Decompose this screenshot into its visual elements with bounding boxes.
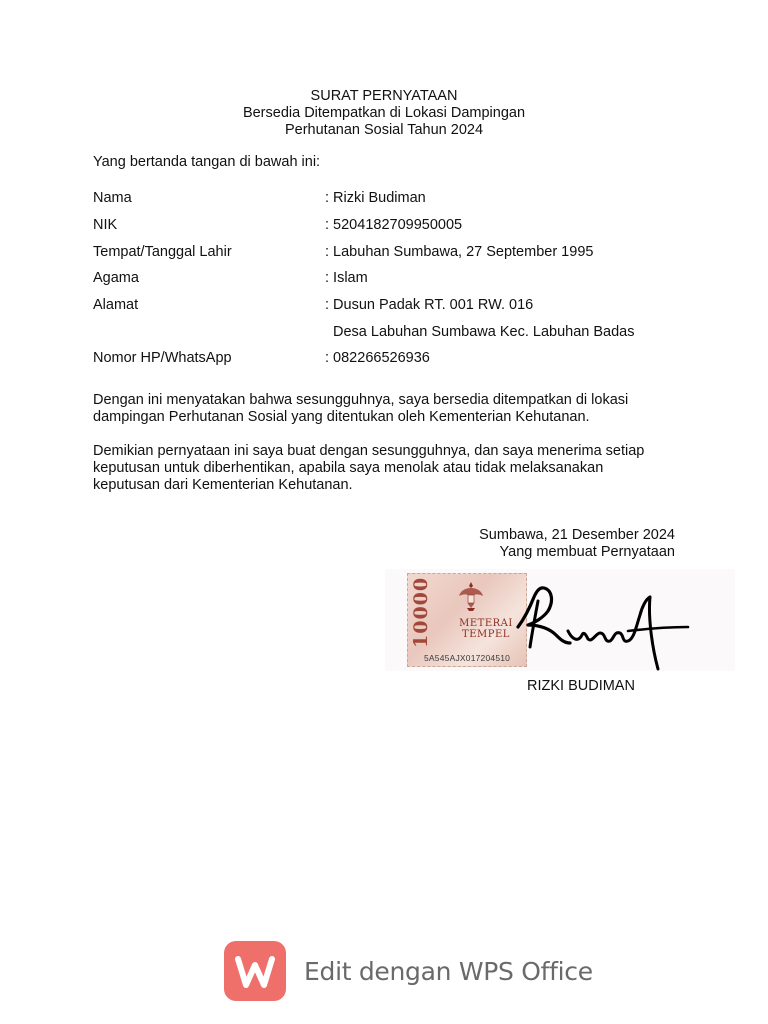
field-value: : Dusun Padak RT. 001 RW. 016 <box>325 297 534 313</box>
field-label: Nomor HP/WhatsApp <box>93 350 232 366</box>
title-line-subtitle: Bersedia Ditempatkan di Lokasi Dampingan <box>242 105 526 121</box>
intro-text: Yang bertanda tangan di bawah ini: <box>93 154 321 170</box>
place-date: Sumbawa, 21 Desember 2024 <box>479 527 675 543</box>
field-value: : 082266526936 <box>325 350 430 366</box>
wps-edit-label[interactable]: Edit dengan WPS Office <box>304 956 593 986</box>
signer-name: RIZKI BUDIMAN <box>527 678 635 694</box>
garuda-emblem-icon <box>458 580 484 612</box>
field-label: Agama <box>93 270 139 286</box>
paragraph-line: keputusan dari Kementerian Kehutanan. <box>93 477 353 493</box>
paragraph-line: keputusan untuk diberhentikan, apabila saya menolak atau tidak melaksanakan <box>93 460 604 476</box>
field-label: Nama <box>93 190 132 206</box>
field-value: : 5204182709950005 <box>325 217 463 233</box>
maker-label: Yang membuat Pernyataan <box>499 544 675 560</box>
statement-paragraph <box>93 392 693 426</box>
title-line-main: SURAT PERNYATAAN <box>310 88 458 104</box>
field-label: NIK <box>93 217 118 233</box>
stamp-serial: 5A545AJX017204510 <box>424 653 511 663</box>
stamp-label-line2: TEMPEL <box>462 629 510 640</box>
field-label: Tempat/Tanggal Lahir <box>93 244 232 260</box>
stamp-signature-area <box>385 569 735 671</box>
handwritten-signature-icon <box>510 577 695 671</box>
field-value: : Rizki Budiman <box>325 190 426 206</box>
stamp-label-line1: METERAI <box>459 618 513 629</box>
title-line-year: Perhutanan Sosial Tahun 2024 <box>284 122 484 138</box>
stamp-value: 10000 <box>410 576 432 648</box>
paragraph-line: dampingan Perhutanan Sosial yang ditentukan oleh Kementerian Kehutanan. <box>93 409 590 425</box>
wps-edit-badge[interactable] <box>224 941 593 1001</box>
field-value: : Labuhan Sumbawa, 27 September 1995 <box>325 244 594 260</box>
field-label: Alamat <box>93 297 139 313</box>
document-title <box>0 88 768 139</box>
wps-logo-icon <box>224 941 286 1001</box>
closing-paragraph <box>93 443 693 494</box>
paragraph-line: Dengan ini menyatakan bahwa sesungguhnya, saya bersedia ditempatkan di lokasi <box>93 392 629 408</box>
paragraph-line: Demikian pernyataan ini saya buat dengan sesungguhnya, dan saya menerima setiap <box>93 443 645 459</box>
field-value: : Islam <box>325 270 368 286</box>
field-value: Desa Labuhan Sumbawa Kec. Labuhan Badas <box>333 324 635 340</box>
meterai-stamp <box>407 573 527 667</box>
signature-header <box>479 527 675 561</box>
